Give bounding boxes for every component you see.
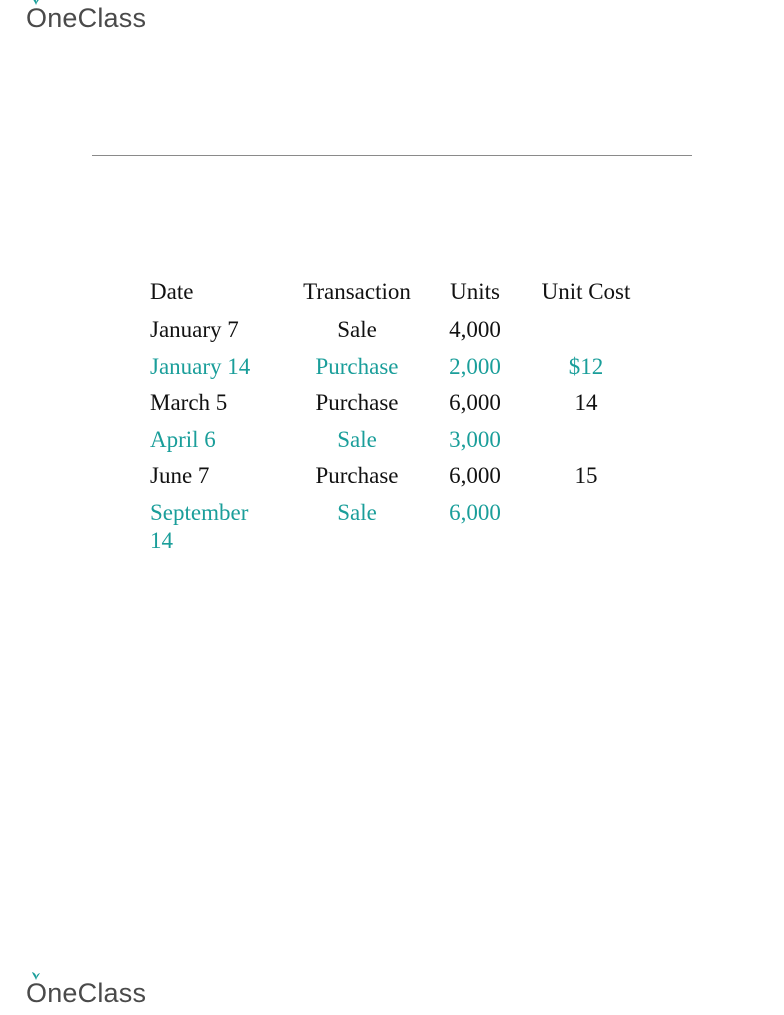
logo-letter-o: O [26, 3, 48, 33]
row-transaction: Sale [337, 317, 377, 342]
row-transaction: Purchase [315, 463, 399, 488]
row-date: April 6 [150, 426, 216, 452]
horizontal-divider [92, 155, 692, 156]
leaf-icon [31, 971, 41, 981]
row-unit-cost [538, 316, 634, 353]
row-unit-cost: 15 [574, 463, 598, 488]
row-units: 4,000 [449, 317, 501, 342]
table-row [150, 353, 634, 390]
header-units: Units [450, 279, 500, 304]
leaf-icon [31, 0, 41, 6]
row-unit-cost: $12 [568, 353, 604, 379]
table-row [150, 462, 634, 499]
row-date [150, 499, 302, 564]
table-header-row [150, 278, 634, 316]
header-date: Date [150, 279, 194, 304]
row-transaction: Purchase [315, 390, 399, 415]
row-date: March 5 [150, 390, 228, 415]
row-date: June 7 [150, 463, 210, 488]
row-unit-cost: 14 [574, 390, 598, 415]
logo-text: neClass [47, 3, 147, 33]
table-row [150, 316, 634, 353]
table-row [150, 389, 634, 426]
row-units: 6,000 [449, 499, 501, 525]
oneclass-logo-footer [26, 979, 146, 1009]
row-unit-cost [538, 426, 634, 463]
row-date-text: September 14 [150, 499, 249, 553]
inventory-transactions-table [150, 278, 634, 563]
header-transaction: Transaction [303, 279, 411, 304]
row-unit-cost [538, 499, 634, 564]
row-transaction: Purchase [315, 353, 399, 379]
row-units: 2,000 [449, 353, 501, 379]
oneclass-logo [26, 4, 146, 34]
row-transaction: Sale [337, 426, 377, 452]
row-units: 6,000 [449, 463, 501, 488]
table-row [150, 426, 634, 463]
logo-o-with-leaf [26, 978, 47, 1009]
logo-o-with-leaf [26, 3, 47, 34]
logo-text: neClass [47, 978, 147, 1008]
table-row [150, 499, 634, 564]
row-units: 3,000 [449, 426, 501, 452]
row-date: January 7 [150, 317, 239, 342]
header-unit-cost: Unit Cost [541, 279, 631, 304]
row-units: 6,000 [449, 390, 501, 415]
row-date: January 14 [150, 353, 251, 379]
logo-letter-o: O [26, 978, 48, 1008]
row-transaction: Sale [337, 499, 377, 525]
